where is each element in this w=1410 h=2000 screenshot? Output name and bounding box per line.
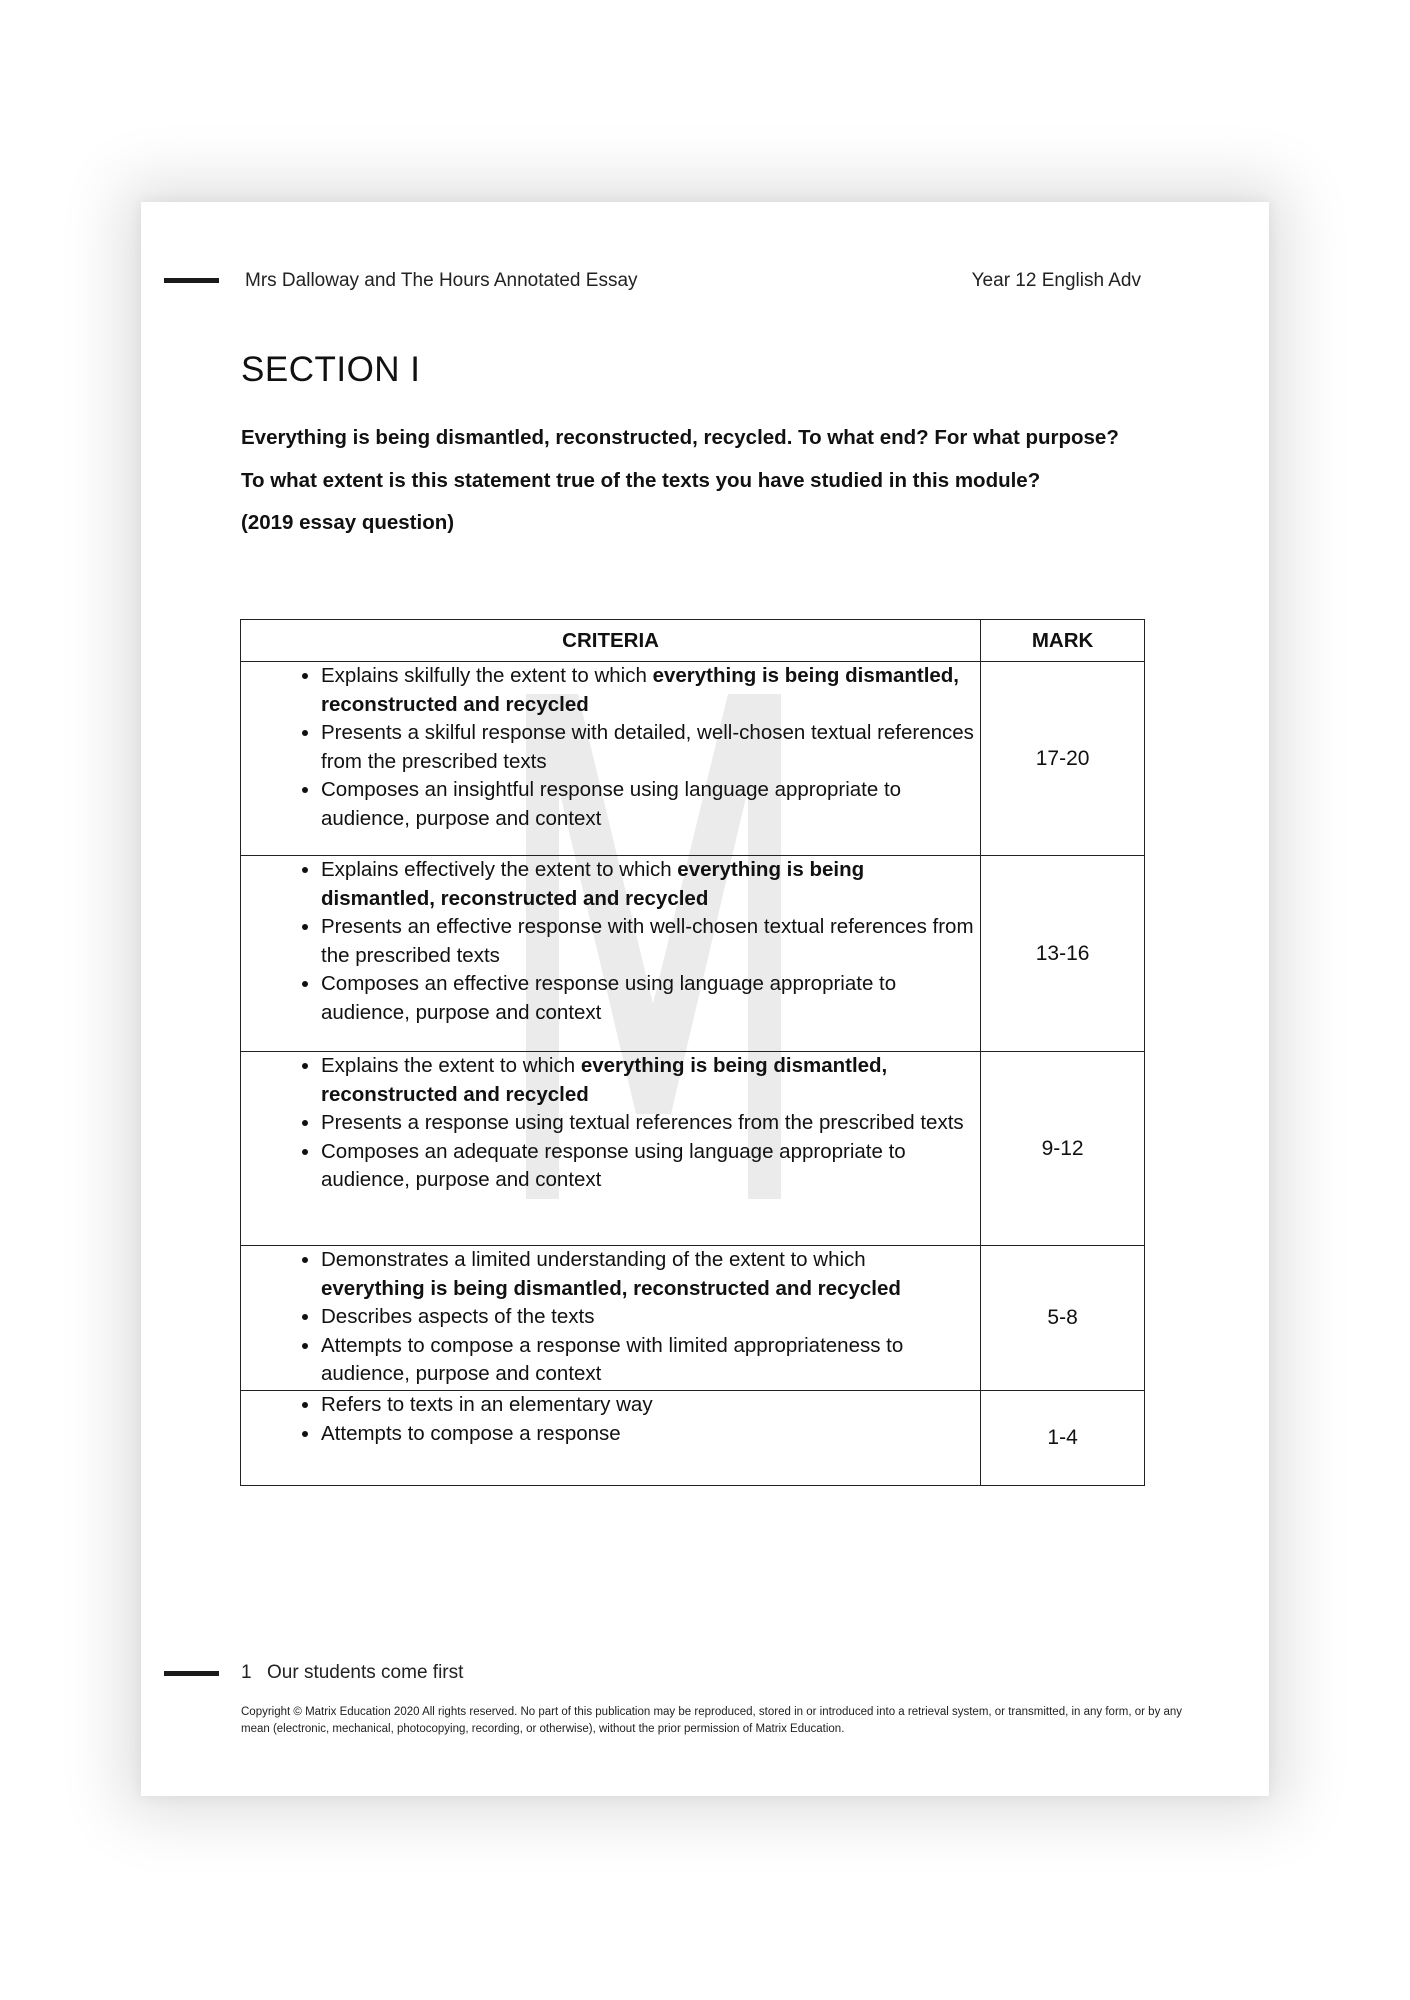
mark-cell: 9-12 [981, 1052, 1145, 1246]
table-row [241, 856, 1145, 1052]
question-line-2: To what extent is this statement true of the texts you have studied in this module? [241, 468, 1041, 492]
table-row [241, 662, 1145, 856]
mark-header: MARK [981, 620, 1145, 662]
criteria-text: Explains effectively the extent to which [321, 858, 678, 881]
criteria-list [273, 1052, 974, 1195]
criteria-cell [241, 856, 981, 1052]
criteria-bold-text: everything is being dismantled, reconstructed and recycled [321, 858, 865, 910]
table-header-row [241, 620, 1145, 662]
list-item [321, 913, 974, 970]
criteria-list [273, 856, 974, 1027]
table-row [241, 1052, 1145, 1246]
copyright-notice: Copyright © Matrix Education 2020 All rights reserved. No part of this publication may be reproduced, stored in or introduced into a retrieval system, or transmitted, in any form, or by any mean (electronic, mechanical, photocopying, recording, or otherwise), without the prior permission of Matrix Education. [241, 1706, 1183, 1735]
criteria-bold-text: everything is being dismantled, reconstructed and recycled [321, 1276, 901, 1300]
criteria-bold-text: everything is being dismantled, reconstructed and recycled [321, 664, 960, 716]
criteria-text: Composes an adequate response using language appropriate to audience, purpose and context [321, 1139, 906, 1191]
criteria-list [273, 1391, 974, 1448]
list-item [321, 1246, 974, 1303]
list-item [321, 1420, 974, 1449]
criteria-header: CRITERIA [241, 620, 981, 662]
list-item [321, 776, 974, 833]
list-item [321, 1332, 974, 1389]
criteria-text: Presents a skilful response with detailed, well-chosen textual references from the prescribed texts [321, 721, 974, 773]
criteria-text: Describes aspects of the texts [321, 1305, 595, 1328]
document-title: Mrs Dalloway and The Hours Annotated Essay [245, 270, 638, 291]
list-item [321, 1391, 974, 1420]
criteria-bold-text: everything is being dismantled, reconstructed and recycled [321, 1054, 888, 1106]
document-page [141, 202, 1269, 1796]
list-item [321, 1052, 974, 1109]
table-row [241, 1246, 1145, 1391]
mark-cell: 17-20 [981, 662, 1145, 856]
criteria-list [273, 1246, 974, 1389]
criteria-text: Presents a response using textual references from the prescribed texts [321, 1111, 964, 1134]
list-item [321, 856, 974, 913]
footer-rule [164, 1671, 219, 1676]
marking-criteria-table [240, 619, 1145, 1486]
mark-cell: 5-8 [981, 1246, 1145, 1391]
mark-cell: 1-4 [981, 1391, 1145, 1486]
essay-question [241, 417, 1151, 545]
criteria-text: Explains skilfully the extent to which [321, 664, 653, 687]
criteria-list [273, 662, 974, 833]
criteria-text: Refers to texts in an elementary way [321, 1393, 653, 1416]
criteria-text: Attempts to compose a response with limited appropriateness to audience, purpose and context [321, 1333, 904, 1385]
list-item [321, 970, 974, 1027]
criteria-cell [241, 1052, 981, 1246]
list-item [321, 1109, 974, 1138]
criteria-text: Demonstrates a limited understanding of the extent to which [321, 1248, 866, 1271]
criteria-text: Composes an insightful response using language appropriate to audience, purpose and context [321, 778, 902, 830]
criteria-text: Attempts to compose a response [321, 1421, 621, 1445]
question-line-3: (2019 essay question) [241, 511, 455, 534]
course-label: Year 12 English Adv [971, 270, 1141, 291]
criteria-cell [241, 1246, 981, 1391]
criteria-text: Composes an effective response using language appropriate to audience, purpose and context [321, 972, 897, 1024]
criteria-text: Explains the extent to which [321, 1054, 581, 1077]
page-number: 1 [241, 1662, 252, 1683]
list-item [321, 662, 974, 719]
header-rule [164, 278, 219, 283]
criteria-cell [241, 1391, 981, 1486]
list-item [321, 719, 974, 776]
footer-tagline: Our students come first [267, 1662, 464, 1683]
section-title: SECTION I [241, 350, 421, 389]
mark-cell: 13-16 [981, 856, 1145, 1052]
criteria-cell [241, 662, 981, 856]
question-line-1: Everything is being dismantled, reconstructed, recycled. To what end? For what purpose? [241, 426, 1119, 449]
list-item [321, 1138, 974, 1195]
criteria-text: Presents an effective response with well-chosen textual references from the prescribed texts [321, 915, 974, 967]
table-row [241, 1391, 1145, 1486]
list-item [321, 1303, 974, 1332]
